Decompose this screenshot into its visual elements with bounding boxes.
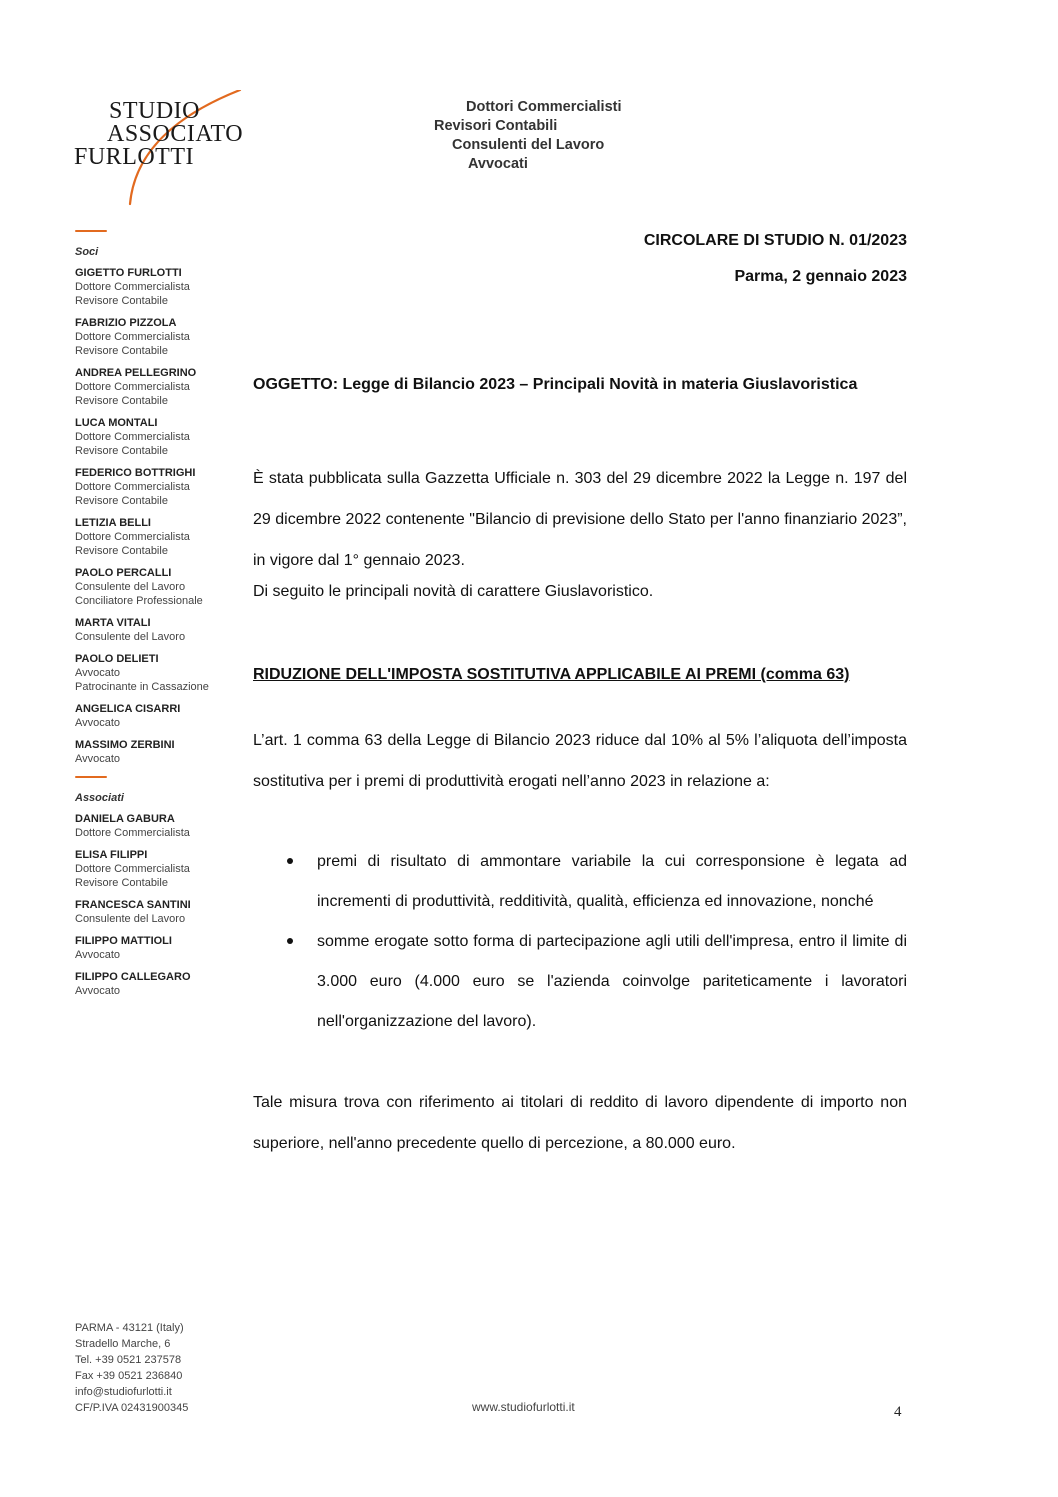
person-entry: [75, 702, 235, 730]
profession-item: Consulenti del Lavoro: [452, 137, 605, 153]
person-name: MASSIMO ZERBINI: [75, 739, 175, 751]
address-line: Stradello Marche, 6: [75, 1338, 171, 1350]
list-item: [253, 922, 907, 1042]
person-name: FRANCESCA SANTINI: [75, 899, 191, 911]
address-line: Fax +39 0521 236840: [75, 1370, 183, 1382]
intro-paragraph: È stata pubblicata sulla Gazzetta Ufficiale n. 303 del 29 dicembre 2022 la Legge n. 197 del 29 dicembre 2022 contenente "Bilancio di previsione dello Stato per l'anno finanziario 2023”, in vigore dal 1° gennaio 2023.: [253, 470, 907, 569]
person-role: Avvocato: [75, 949, 121, 961]
person-name: ELISA FILIPPI: [75, 849, 148, 861]
person-role: Dottore Commercialista: [75, 381, 190, 393]
person-role: Consulente del Lavoro: [75, 581, 186, 593]
person-name: PAOLO DELIETI: [75, 653, 159, 665]
person-entry: [75, 934, 235, 962]
person-role: Revisore Contabile: [75, 395, 168, 407]
subject-line: OGGETTO: Legge di Bilancio 2023 – Principali Novità in materia Giuslavoristica: [253, 376, 858, 393]
person-name: LUCA MONTALI: [75, 417, 158, 429]
list-item: [253, 842, 907, 922]
address-line: PARMA - 43121 (Italy): [75, 1322, 184, 1334]
person-role: Revisore Contabile: [75, 495, 168, 507]
person-entry: [75, 566, 235, 608]
circular-number: CIRCOLARE DI STUDIO N. 01/2023: [643, 232, 907, 249]
closing-paragraph: Tale misura trova con riferimento ai titolari di reddito di lavoro dipendente di importo non superiore, nell'anno precedente quello di percezione, a 80.000 euro.: [253, 1094, 907, 1152]
person-entry: [75, 516, 235, 558]
profession-item: Revisori Contabili: [434, 118, 558, 134]
person-entry: [75, 466, 235, 508]
bullet-icon: [287, 858, 293, 864]
soci-list: [75, 266, 235, 766]
bullet-icon: [287, 938, 293, 944]
person-role: Dottore Commercialista: [75, 481, 190, 493]
person-role: Conciliatore Professionale: [75, 595, 203, 607]
address-line: info@studiofurlotti.it: [75, 1386, 172, 1398]
person-role: Patrocinante in Cassazione: [75, 681, 209, 693]
logo-line-furlotti: FURLOTTI: [74, 144, 194, 170]
person-name: FEDERICO BOTTRIGHI: [75, 467, 196, 479]
person-role: Consulente del Lavoro: [75, 913, 186, 925]
person-entry: [75, 738, 235, 766]
person-entry: [75, 366, 235, 408]
person-role: Dottore Commercialista: [75, 863, 190, 875]
circular-date: Parma, 2 gennaio 2023: [734, 268, 907, 285]
person-role: Dottore Commercialista: [75, 431, 190, 443]
person-role: Revisore Contabile: [75, 445, 168, 457]
professions-list: [430, 98, 622, 174]
partners-sidebar: [75, 230, 235, 1006]
person-role: Avvocato: [75, 985, 121, 997]
person-role: Dottore Commercialista: [75, 331, 190, 343]
associati-title: Associati: [75, 792, 124, 804]
person-entry: [75, 898, 235, 926]
bullet-list: [253, 842, 907, 1042]
person-role: Consulente del Lavoro: [75, 631, 186, 643]
person-entry: [75, 652, 235, 694]
soci-title: Soci: [75, 246, 99, 258]
person-name: FILIPPO CALLEGARO: [75, 971, 191, 983]
person-role: Revisore Contabile: [75, 545, 168, 557]
person-entry: [75, 616, 235, 644]
divider: [75, 776, 107, 778]
person-name: ANGELICA CISARRI: [75, 703, 181, 715]
person-name: LETIZIA BELLI: [75, 517, 151, 529]
person-entry: [75, 416, 235, 458]
associati-list: [75, 812, 235, 998]
person-name: FABRIZIO PIZZOLA: [75, 317, 177, 329]
person-name: DANIELA GABURA: [75, 813, 175, 825]
logo-line-associato: ASSOCIATO: [107, 121, 244, 147]
person-role: Revisore Contabile: [75, 295, 168, 307]
list-item-text: premi di risultato di ammontare variabile la cui corresponsione è legata ad incrementi di produttività, redditività, qualità, efficienza ed innovazione, nonché: [317, 853, 907, 910]
address-line: Tel. +39 0521 237578: [75, 1354, 182, 1366]
person-role: Avvocato: [75, 753, 121, 765]
section-heading: RIDUZIONE DELL'IMPOSTA SOSTITUTIVA APPLICABILE AI PREMI (comma 63): [253, 666, 850, 683]
profession-item: Dottori Commercialisti: [466, 99, 622, 115]
person-role: Avvocato: [75, 667, 121, 679]
page-number: 4: [894, 1404, 902, 1420]
person-entry: [75, 266, 235, 308]
person-role: Dottore Commercialista: [75, 531, 190, 543]
profession-item: Avvocati: [468, 156, 528, 172]
person-entry: [75, 848, 235, 890]
person-role: Revisore Contabile: [75, 345, 168, 357]
person-name: GIGETTO FURLOTTI: [75, 267, 182, 279]
person-name: PAOLO PERCALLI: [75, 567, 172, 579]
person-name: MARTA VITALI: [75, 617, 151, 629]
website-link[interactable]: www.studiofurlotti.it: [472, 1400, 575, 1414]
person-name: ANDREA PELLEGRINO: [75, 367, 197, 379]
person-role: Dottore Commercialista: [75, 827, 190, 839]
intro-followup: Di seguito le principali novità di carattere Giuslavoristico.: [253, 583, 654, 600]
logo-line-studio: STUDIO: [109, 98, 200, 124]
person-role: Dottore Commercialista: [75, 281, 190, 293]
person-name: FILIPPO MATTIOLI: [75, 935, 172, 947]
person-entry: [75, 970, 235, 998]
person-role: Avvocato: [75, 717, 121, 729]
person-entry: [75, 812, 235, 840]
divider: [75, 230, 107, 232]
list-item-text: somme erogate sotto forma di partecipazione agli utili dell'impresa, entro il limite di 3.000 euro (4.000 euro se l'azienda coinvolge pariteticamente i lavoratori nell'organizzazione del lavoro).: [317, 933, 907, 1030]
address-line: CF/P.IVA 02431900345: [75, 1402, 189, 1414]
footer-address: [75, 1320, 188, 1416]
section-paragraph: L’art. 1 comma 63 della Legge di Bilancio 2023 riduce dal 10% al 5% l’aliquota dell’imposta sostitutiva per i premi di produttività erogati nell’anno 2023 in relazione a:: [253, 732, 907, 790]
person-role: Revisore Contabile: [75, 877, 168, 889]
person-entry: [75, 316, 235, 358]
studio-logo: [74, 90, 264, 210]
